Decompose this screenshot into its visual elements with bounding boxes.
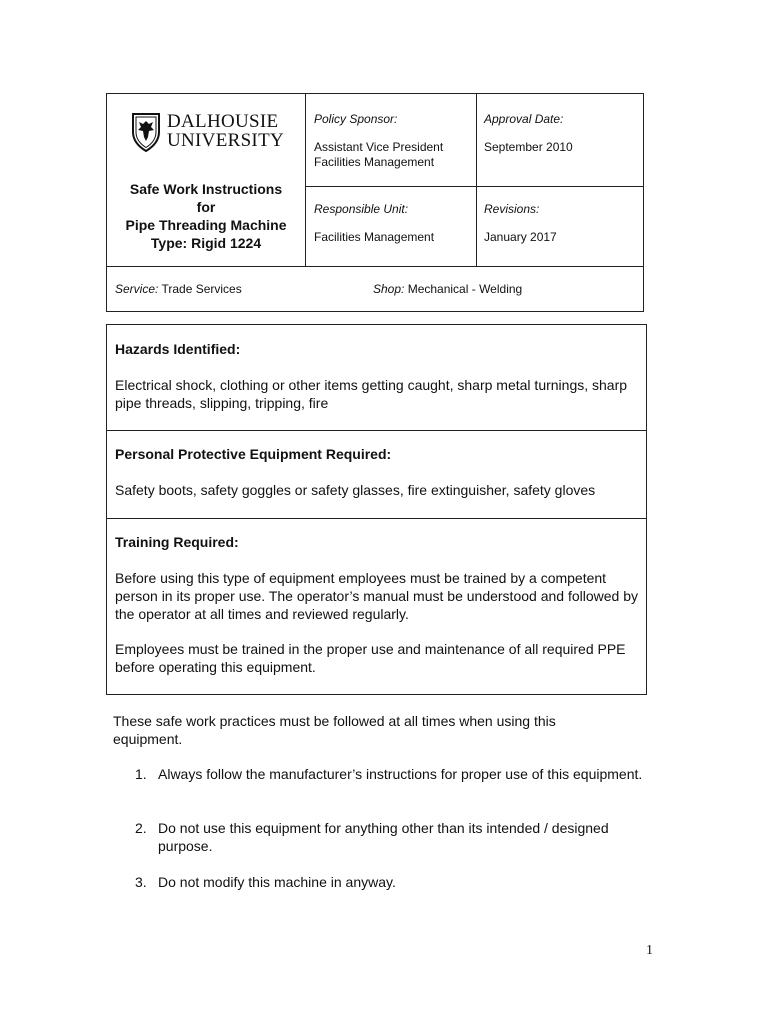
list-text: Do not use this equipment for anything other than its intended / designed purpose. [158,820,609,854]
list-number: 3. [135,874,147,890]
divider [305,186,643,187]
divider [107,430,646,431]
list-number: 1. [135,766,147,782]
approval-date-label: Approval Date: [484,112,564,126]
ppe-section [107,445,646,499]
responsible-unit-value: Facilities Management [314,230,435,244]
responsible-unit-label: Responsible Unit: [314,202,409,216]
shield-crest-icon [131,112,161,152]
training-section [107,533,646,676]
responsible-unit-cell [314,202,474,245]
page-number: 1 [646,943,653,958]
divider [107,518,646,519]
hazards-section [107,340,646,412]
header-table [106,93,644,312]
approval-date-value: September 2010 [484,140,573,154]
title-line: Pipe Threading Machine [125,217,287,233]
list-number: 2. [135,820,147,836]
section-body: Electrical shock, clothing or other items getting caught, sharp metal turnings, sharp pipe threads, slipping, tripping, fire [115,377,628,411]
policy-sponsor-cell [314,112,474,169]
section-title: Personal Protective Equipment Required: [115,446,392,462]
divider [107,266,643,267]
list-text: Always follow the manufacturer’s instructions for proper use of this equipment. [158,766,643,782]
requirements-table [106,324,647,695]
intro-paragraph: These safe work practices must be followed at all times when using this equipment. [113,713,556,747]
section-title: Hazards Identified: [115,341,241,357]
shop-field [373,282,633,297]
policy-sponsor-value: Assistant Vice President Facilities Management [314,140,444,169]
shop-label: Shop: [373,282,405,296]
university-logo [131,112,291,156]
approval-date-cell [484,112,639,155]
service-field [115,282,365,297]
title-line: Type: Rigid 1224 [150,235,262,251]
section-body [115,569,638,676]
logo-wordmark: DALHOUSIE UNIVERSITY [167,111,284,151]
divider [476,94,477,266]
policy-sponsor-label: Policy Sponsor: [314,112,398,126]
title-line: Safe Work Instructions [129,181,283,197]
paragraph: Employees must be trained in the proper use and maintenance of all required PPE before operating this equipment. [115,641,626,675]
title-line: for [196,199,216,215]
revisions-cell [484,202,639,245]
document-title [107,180,305,252]
revisions-value: January 2017 [484,230,557,244]
shop-value: Mechanical - Welding [407,282,523,296]
section-body: Safety boots, safety goggles or safety glasses, fire extinguisher, safety gloves [115,482,596,498]
revisions-label: Revisions: [484,202,540,216]
paragraph: Before using this type of equipment employees must be trained by a competent person in its proper use. The operator’s manual must be understood and followed by the operator at all times and reviewed regularly. [115,570,638,622]
divider [305,94,306,266]
list-text: Do not modify this machine in anyway. [158,874,396,890]
service-label: Service: [115,282,159,296]
service-value: Trade Services [161,282,242,296]
section-title: Training Required: [115,534,239,550]
